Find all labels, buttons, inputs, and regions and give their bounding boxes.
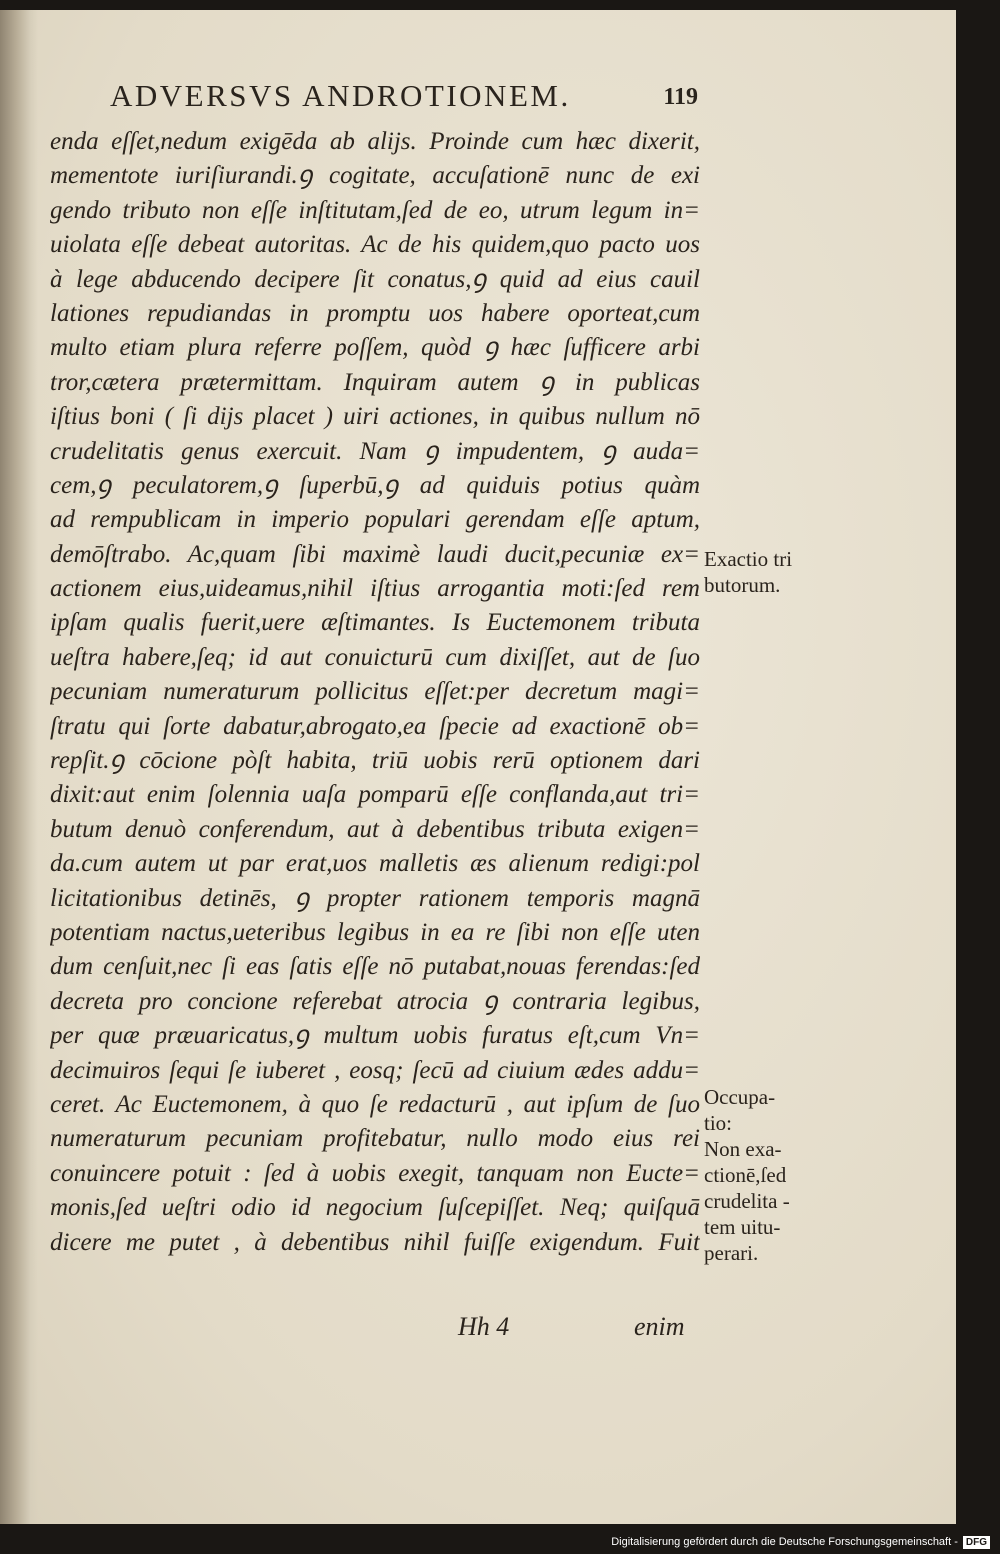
text-line: demōſtrabo. Ac,quam ſibi maximè laudi ducit,pecuniæ ex= bbox=[50, 540, 700, 568]
credit-text: Digitalisierung gefördert durch die Deutsche Forschungsgemeinschaft - bbox=[611, 1536, 958, 1548]
text-line: ipſam qualis fuerit,uere æſtimantes. Is Euctemonem tributa bbox=[50, 609, 700, 637]
text-line: gendo tributo non eſſe inſtitutam,ſed de eo, utrum legum in= bbox=[50, 196, 700, 224]
marginal-note-exactio bbox=[704, 546, 824, 598]
dfg-logo: DFG bbox=[963, 1536, 990, 1549]
text-line: ceret. Ac Euctemonem, à quo ſe redacturū , aut ipſum de ſuo bbox=[50, 1090, 700, 1118]
text-line: uiolata eſſe debeat autoritas. Ac de his quidem,quo pacto uos bbox=[50, 231, 700, 259]
marginal-line: Non exa- bbox=[704, 1137, 782, 1161]
text-line: ueſtra habere,ſeq; id aut conuicturū cum dixiſſet, aut de ſuo bbox=[50, 643, 700, 671]
text-line: cem,ꝯ peculatorem,ꝯ ſuperbū,ꝯ ad quiduis potius quàm bbox=[50, 471, 700, 499]
text-line: butum denuò conferendum, aut à debentibus tributa exigen= bbox=[50, 815, 700, 843]
marginal-line: crudelita - bbox=[704, 1189, 790, 1213]
page-header bbox=[110, 78, 710, 122]
text-line: numeraturum pecuniam profitebatur, nullo modo eius rei bbox=[50, 1125, 700, 1153]
text-line: monis,ſed ueſtri odio id negocium ſuſcepiſſet. Neq; quiſquā bbox=[50, 1194, 700, 1222]
page-gutter-shadow bbox=[0, 10, 38, 1524]
marginal-line: tio: bbox=[704, 1111, 733, 1135]
text-line: licitationibus detinēs, ꝯ propter rationem temporis magnā bbox=[50, 884, 700, 912]
text-line: dum cenſuit,nec ſi eas ſatis eſſe nō putabat,nouas ferendas:ſed bbox=[50, 953, 700, 981]
text-line: decimuiros ſequi ſe iuberet , eosq; ſecū ad ciuium ædes addu= bbox=[50, 1056, 700, 1084]
book-page bbox=[0, 10, 956, 1524]
text-line: multo etiam plura referre poſſem, quòd ꝯ hæc ſufficere arbi bbox=[50, 334, 700, 362]
marginal-line: butorum. bbox=[704, 573, 781, 597]
text-line: lationes repudiandas in promptu uos habere oporteat,cum bbox=[50, 299, 700, 327]
marginal-line: Exactio tri bbox=[704, 547, 793, 571]
text-line: conuincere potuit : ſed à uobis exegit, tanquam non Eucte= bbox=[50, 1159, 700, 1187]
text-line: tror,cætera prætermittam. Inquiram autem ꝯ in publicas bbox=[50, 368, 700, 396]
digitization-credit bbox=[611, 1532, 990, 1552]
text-line: repſit.ꝯ cōcione pòſt habita, triū uobis rerū optionem dari bbox=[50, 747, 700, 775]
text-line: per quæ præuaricatus,ꝯ multum uobis furatus eſt,cum Vn= bbox=[50, 1022, 700, 1050]
text-line: crudelitatis genus exercuit. Nam ꝯ impudentem, ꝯ auda= bbox=[50, 437, 700, 465]
running-title: ADVERSVS ANDROTIONEM. bbox=[110, 78, 571, 113]
text-line: pecuniam numeraturum pollicitus eſſet:per decretum magi= bbox=[50, 678, 700, 706]
text-line: enda eſſet,nedum exigēda ab alijs. Proinde cum hæc dixerit, bbox=[50, 128, 700, 155]
text-line: dicere me putet , à debentibus nihil fuiſſe exigendum. Fuit bbox=[50, 1228, 700, 1256]
marginal-line: Occupa- bbox=[704, 1085, 776, 1109]
text-line: ſtratu qui ſorte dabatur,abrogato,ea ſpecie ad exactionē ob= bbox=[50, 712, 700, 740]
text-line: da.cum autem ut par erat,uos malletis æs alienum redigi:pol bbox=[50, 850, 700, 878]
marginal-line: perari. bbox=[704, 1241, 759, 1265]
text-line: mementote iuriſiurandi.ꝯ cogitate, accuſationē nunc de exi bbox=[50, 162, 700, 190]
text-line: decreta pro concione referebat atrocia ꝯ contraria legibus, bbox=[50, 987, 700, 1015]
marginal-note-occupatio bbox=[704, 1084, 824, 1266]
text-line: ad rempublicam in imperio populari gerendam eſſe aptum, bbox=[50, 506, 700, 534]
text-line: potentiam nactus,ueteribus legibus in ea re ſibi non eſſe uten bbox=[50, 918, 700, 946]
text-line: actionem eius,uideamus,nihil iſtius arrogantia moti:ſed rem bbox=[50, 575, 700, 603]
marginal-line: tem uitu- bbox=[704, 1215, 781, 1239]
page-number: 119 bbox=[663, 84, 698, 110]
text-line: dixit:aut enim ſolennia uaſa pomparū eſſe conflanda,aut tri= bbox=[50, 781, 700, 809]
catchword: enim bbox=[634, 1312, 685, 1341]
marginal-line: ctionē,ſed bbox=[704, 1163, 787, 1187]
text-line: à lege abducendo decipere ſit conatus,ꝯ quid ad eius cauil bbox=[50, 265, 700, 293]
signature-mark: Hh 4 bbox=[458, 1312, 510, 1341]
text-line: iſtius boni ( ſi dijs placet ) uiri actiones, in quibus nullum nō bbox=[50, 403, 700, 431]
main-text-block bbox=[50, 125, 700, 1260]
